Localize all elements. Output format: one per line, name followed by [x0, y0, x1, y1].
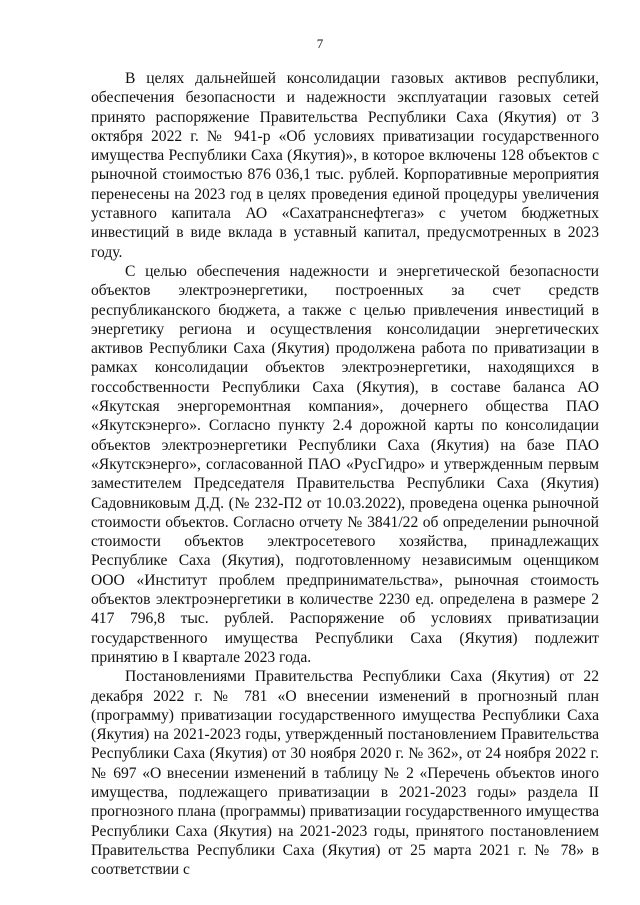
paragraph-energy-assets: С целью обеспечения надежности и энергетической безопасности объектов электроэнергетики, построенных за счет средств республиканского бюджета, а также с целью привлечения инвестиций в энергетику региона и осуществления консолидации энергетических активов Республики Саха (Якутия) продолжена работа по приватизации в рамках консолидации объектов электроэнергетики, находящихся в госсобственности Республики Саха (Якутия), в составе баланса АО «Якутская энергоремонтная компания», дочернего общества ПАО «Якутскэнерго». Согласно пункту 2.4 дорожной карты по консолидации объектов электроэнергетики Республики Саха (Якутия) на базе ПАО «Якутскэнерго», согласованной ПАО «РусГидро» и утвержденным первым заместителем Председателя Правительства Республики Саха (Якутия) Садовниковым Д.Д. (№ 232-П2 от 10.03.2022), проведена оценка рыночной стоимости объектов. Согласно отчету № 3841/22 об определении рыночной стоимости объектов электросетевого хозяйства, принадлежащих Республике Саха (Якутия), подготовленному независимым оценщиком ООО «Институт проблем предпринимательства», рыночная стоимость объектов электроэнергетики в количестве 2230 ед. определена в размере 2 417 796,8 тыс. рублей. Распоряжение об условиях приватизации государственного имущества Республики Саха (Якутия) подлежит принятию в I квартале 2023 года.: [91, 262, 599, 666]
document-body: [91, 69, 599, 879]
paragraph-privatization-decrees: Постановлениями Правительства Республики Саха (Якутия) от 22 декабря 2022 г. № 781 «О внесении изменений в прогнозный план (программу) приватизации государственного имущества Республики Саха (Якутия) на 2021-2023 годы, утвержденный постановлением Правительства Республики Саха (Якутия) от 30 ноября 2020 г. № 362», от 24 ноября 2022 г. № 697 «О внесении изменений в таблицу № 2 «Перечень объектов иного имущества, подлежащего приватизации в 2021-2023 годы» раздела II прогнозного плана (программы) приватизации государственного имущества Республики Саха (Якутия) на 2021-2023 годы, принятого постановлением Правительства Республики Саха (Якутия) от 25 марта 2021 г. № 78» в соответствии с: [91, 668, 599, 879]
paragraph-gas-assets: В целях дальнейшей консолидации газовых активов республики, обеспечения безопасности и надежности эксплуатации газовых сетей принято распоряжение Правительства Республики Саха (Якутия) от 3 октября 2022 г. № 941-р «Об условиях приватизации государственного имущества Республики Саха (Якутия)», в которое включены 128 объектов с рыночной стоимостью 876 036,1 тыс. рублей. Корпоративные мероприятия перенесены на 2023 год в целях проведения единой процедуры увеличения уставного капитала АО «Сахатранснефтегаз» с учетом бюджетных инвестиций в виде вклада в уставный капитал, предусмотренных в 2023 году.: [91, 70, 599, 261]
page-number: 7: [316, 36, 324, 51]
